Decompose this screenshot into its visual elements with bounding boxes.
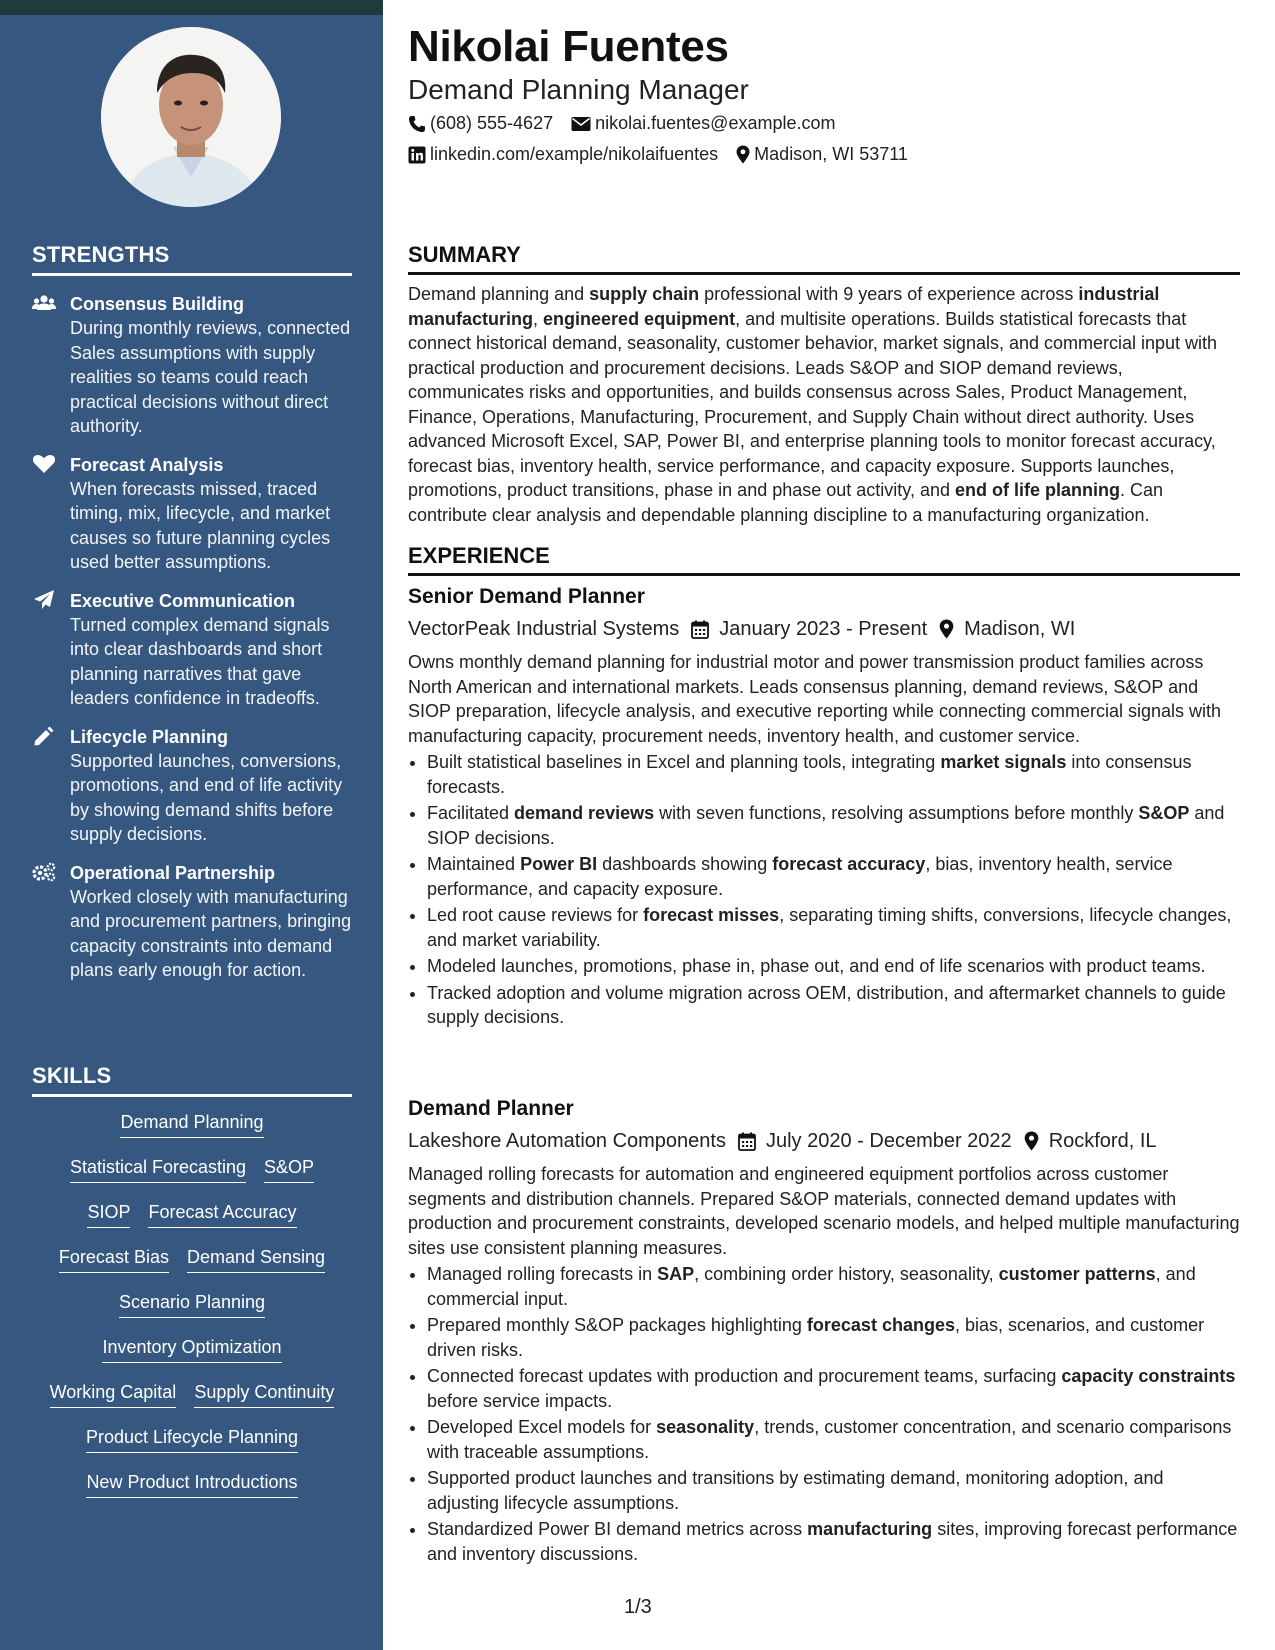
job-location: Rockford, IL — [1048, 1130, 1157, 1152]
job-location-wrap — [1024, 1127, 1157, 1155]
job-company: VectorPeak Industrial Systems — [408, 618, 680, 640]
skill-row — [32, 1471, 352, 1516]
bullet-item — [427, 1313, 1240, 1362]
bold-text: forecast accuracy — [772, 854, 926, 874]
skill-row — [32, 1426, 352, 1471]
text-run: Developed Excel models for — [427, 1417, 657, 1437]
envelope-icon — [571, 116, 591, 132]
pencil-icon — [32, 726, 56, 746]
job-company: Lakeshore Automation Components — [408, 1130, 726, 1152]
skill-tag: Inventory Optimization — [102, 1336, 281, 1363]
strength-item — [32, 453, 352, 575]
strength-title: Lifecycle Planning — [70, 726, 229, 747]
linkedin-text[interactable]: linkedin.com/example/nikolaifuentes — [430, 144, 719, 164]
users-icon — [32, 293, 56, 313]
contact-row — [408, 113, 853, 134]
text-run: Prepared monthly S&OP packages highlighting — [427, 1315, 807, 1335]
phone-contact — [408, 113, 553, 134]
bold-text: forecast changes — [806, 1315, 955, 1335]
job-dates: January 2023 - Present — [719, 618, 928, 640]
strength-item — [32, 861, 352, 983]
calendar-icon — [738, 1132, 756, 1151]
job-bullets — [408, 750, 1240, 1030]
strength-desc: Supported launches, conversions, promotions, and end of life activity by showing demand shifts before supply decisions. — [70, 750, 343, 844]
text-run: and SIOP decisions. — [427, 803, 1225, 848]
strengths-title: STRENGTHS — [32, 242, 352, 276]
bold-text: manufacturing — [807, 1519, 933, 1539]
strength-item — [32, 292, 352, 439]
skill-row — [32, 1246, 352, 1291]
bold-text: engineered equipment — [543, 308, 736, 329]
top-accent-band — [0, 0, 383, 15]
bullet-item — [427, 903, 1240, 952]
bold-text: Power BI — [520, 854, 598, 874]
text-run: , — [533, 308, 544, 329]
page-number: 1/3 — [624, 1596, 652, 1618]
text-run: professional with 9 years of experience across — [699, 284, 1079, 304]
skills-title: SKILLS — [32, 1063, 352, 1097]
text-run: Facilitated — [427, 803, 515, 823]
bold-text: S&OP — [1138, 803, 1190, 823]
text-run: Led root cause reviews for — [427, 905, 644, 925]
map-pin-icon — [1024, 1131, 1039, 1151]
contact-row — [408, 144, 926, 165]
linkedin-icon — [408, 146, 426, 164]
skill-row — [32, 1381, 352, 1426]
job-dates-wrap — [691, 615, 927, 643]
linkedin-contact[interactable] — [408, 144, 718, 165]
text-run: Supported product launches and transitions by estimating demand, monitoring adoption, and adjusting lifecycle assumptions. — [427, 1468, 1164, 1513]
strength-desc: Turned complex demand signals into clear dashboards and short planning narratives that gave leaders confidence in tradeoffs. — [70, 614, 330, 708]
job-location: Madison, WI — [964, 618, 1076, 640]
skill-row — [32, 1201, 352, 1246]
job-title: Senior Demand Planner — [408, 585, 645, 608]
text-run: into consensus forecasts. — [427, 752, 1192, 797]
skill-tag: Working Capital — [50, 1381, 177, 1408]
job-bullets — [408, 1262, 1240, 1566]
job-entry — [408, 1095, 1240, 1568]
paper-plane-icon — [32, 590, 56, 610]
text-run: , trends, customer concentration, and scenario comparisons with traceable assumptions. — [427, 1417, 1232, 1462]
bold-text: seasonality — [656, 1417, 755, 1437]
strength-item — [32, 589, 352, 711]
heart-icon — [32, 454, 56, 474]
bold-text: industrial manufacturing — [408, 284, 1160, 329]
text-run: before service impacts. — [427, 1390, 613, 1411]
skill-tag: Forecast Bias — [59, 1246, 169, 1273]
bullet-item — [427, 1415, 1240, 1464]
text-run: with seven functions, resolving assumptions before monthly — [654, 803, 1139, 823]
skill-tag: SIOP — [87, 1201, 130, 1228]
job-dates-wrap — [738, 1127, 1012, 1155]
bullet-item — [427, 1262, 1240, 1311]
bold-text: end of life planning — [955, 480, 1120, 500]
skill-row — [32, 1291, 352, 1336]
text-run: Modeled launches, promotions, phase in, phase out, and end of life scenarios with product teams. — [427, 956, 1206, 976]
bullet-item — [427, 801, 1240, 850]
strength-title: Consensus Building — [70, 294, 245, 314]
bullet-item — [427, 1466, 1240, 1515]
job-title: Demand Planner — [408, 1097, 574, 1120]
skill-tag: Statistical Forecasting — [70, 1156, 246, 1183]
location-text: Madison, WI 53711 — [754, 144, 908, 164]
job-dates: July 2020 - December 2022 — [765, 1130, 1012, 1152]
strength-item — [32, 725, 352, 847]
bold-text: forecast misses — [643, 905, 780, 925]
text-run: , separating timing shifts, conversions, lifecycle changes, and market variability. — [427, 905, 1232, 950]
skill-tag: Demand Sensing — [187, 1246, 325, 1273]
candidate-name: Nikolai Fuentes — [408, 22, 729, 71]
summary-text — [408, 282, 1240, 527]
bullet-item — [427, 750, 1240, 799]
bullet-item — [427, 1517, 1240, 1566]
skills-section — [32, 1063, 352, 1516]
bullet-item — [427, 1364, 1240, 1413]
gears-icon — [32, 862, 56, 882]
job-description: Owns monthly demand planning for industrial motor and power transmission product families across North American and international markets. Leads consensus planning, demand reviews, S&OP and SIOP preparation, lifecycle analysis, and executive reporting while connecting commercial signals with manufacturing capacity, procurement needs, inventory health, and customer service. — [408, 652, 1222, 746]
job-entry — [408, 583, 1240, 1032]
text-run: . Can contribute clear analysis and dependable planning discipline to a manufacturing organization. — [408, 480, 1164, 525]
sidebar — [0, 0, 383, 1650]
skill-tag: Supply Continuity — [194, 1381, 334, 1408]
skill-tag: Product Lifecycle Planning — [86, 1426, 298, 1453]
strength-desc: Worked closely with manufacturing and procurement partners, bringing capacity constraints into demand plans early enough for action. — [70, 886, 352, 980]
skill-row — [32, 1336, 352, 1381]
bold-text: capacity constraints — [1061, 1366, 1236, 1386]
job-meta — [408, 1127, 1240, 1155]
strength-desc: During monthly reviews, connected Sales assumptions with supply realities so teams could reach practical decisions without direct authority. — [70, 318, 351, 436]
text-run: Tracked adoption and volume migration across OEM, distribution, and aftermarket channels to guide supply decisions. — [427, 982, 1226, 1027]
skill-row — [32, 1156, 352, 1201]
bold-text: SAP — [657, 1264, 695, 1284]
strengths-section — [32, 242, 352, 983]
skill-tag: S&OP — [264, 1156, 314, 1183]
text-run: Demand planning and — [408, 284, 590, 304]
text-run: , and commercial input. — [427, 1264, 1196, 1309]
text-run: Standardized Power BI demand metrics across — [427, 1519, 808, 1539]
experience-title: EXPERIENCE — [408, 543, 1240, 576]
email-text[interactable]: nikolai.fuentes@example.com — [595, 113, 836, 133]
skill-row — [32, 1111, 352, 1156]
skill-tag: Scenario Planning — [119, 1291, 265, 1318]
text-run: Connected forecast updates with production and procurement teams, surfacing — [427, 1366, 1062, 1386]
text-run: Built statistical baselines in Excel and planning tools, integrating — [427, 752, 941, 772]
bullet-item — [427, 981, 1240, 1030]
skill-tag: Forecast Accuracy — [148, 1201, 296, 1228]
strength-title: Forecast Analysis — [70, 454, 224, 475]
text-run: , bias, scenarios, and customer driven risks. — [427, 1315, 1205, 1360]
job-location-wrap — [939, 615, 1075, 643]
bold-text: demand reviews — [514, 803, 655, 823]
phone-text: (608) 555-4627 — [430, 113, 554, 133]
calendar-icon — [691, 620, 709, 639]
email-contact[interactable] — [571, 113, 835, 134]
job-description: Managed rolling forecasts for automation and engineered equipment portfolios across customer segments and distribution channels. Prepared S&OP materials, connected demand updates with production and procurement constraints, developed scenario models, and helped multiple manufacturing sites use consistent planning measures. — [408, 1164, 1240, 1258]
bold-text: customer patterns — [998, 1264, 1156, 1284]
text-run: , combining order history, seasonality, — [694, 1264, 999, 1284]
text-run: , and multisite operations. Builds statistical forecasts that connect historical demand, seasonality, customer behavior, market signals, and commercial input with practical production and procurement decisions. Leads S&OP and SIOP demand reviews, communicates risks and opportunities, and builds consensus across Sales, Product Management, Finance, Operations, Manufacturing, Procurement, and Supply Chain without direct authority. Uses advanced Microsoft Excel, SAP, Power BI, and enterprise planning tools to monitor forecast accuracy, forecast bias, inventory health, service performance, and capacity exposure. Supports launches, promotions, product transitions, phase in and phase out activity, and — [408, 308, 1218, 500]
map-pin-icon — [939, 619, 954, 639]
text-run: , bias, inventory health, service performance, and capacity exposure. — [427, 854, 1173, 899]
job-meta — [408, 615, 1240, 643]
skills-list — [32, 1111, 352, 1516]
location-contact — [736, 144, 908, 165]
skill-tag: Demand Planning — [120, 1111, 263, 1138]
text-run: Maintained — [427, 854, 521, 874]
text-run: Managed rolling forecasts in — [427, 1264, 658, 1284]
bullet-item — [427, 954, 1240, 979]
candidate-role: Demand Planning Manager — [408, 74, 749, 105]
skill-tag: New Product Introductions — [86, 1471, 297, 1498]
bold-text: market signals — [940, 752, 1067, 772]
map-pin-icon — [736, 145, 750, 164]
summary-title: SUMMARY — [408, 242, 1240, 275]
text-run: dashboards showing — [597, 854, 773, 874]
text-run: sites, improving forecast performance and inventory discussions. — [427, 1519, 1238, 1564]
profile-photo — [101, 27, 281, 207]
strength-desc: When forecasts missed, traced timing, mix, lifecycle, and market causes so future planning cycles used better assumptions. — [70, 478, 331, 572]
strength-title: Executive Communication — [70, 590, 296, 611]
bullet-item — [427, 852, 1240, 901]
bold-text: supply chain — [589, 284, 700, 304]
phone-icon — [408, 115, 426, 133]
strength-title: Operational Partnership — [70, 862, 276, 883]
